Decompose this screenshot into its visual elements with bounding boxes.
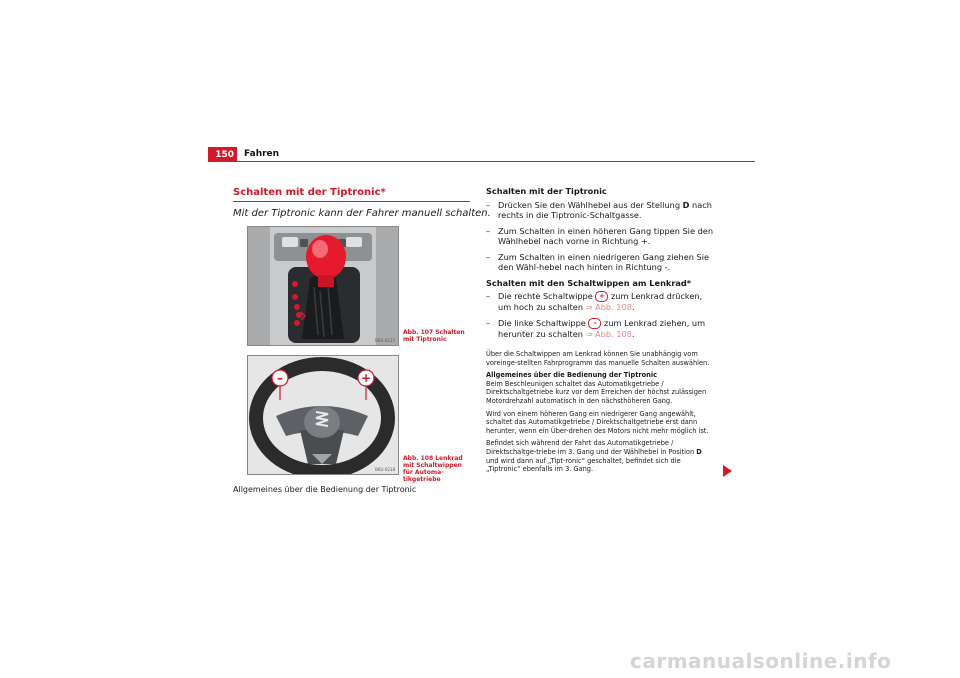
instructions-column xyxy=(486,186,716,478)
paragraph-4-position: D xyxy=(696,447,702,456)
intro-text: Mit der Tiptronic kann der Fahrer manuell schalten. xyxy=(233,208,491,219)
bottom-continuation-text: Allgemeines über die Bedienung der Tiptronic xyxy=(233,485,417,494)
step-2-text: Zum Schalten in einen höheren Gang tippen Sie den Wählhebel nach vorne in Richtung +. xyxy=(498,225,714,246)
paddle-minus-label: – xyxy=(277,371,283,385)
paragraph-2 xyxy=(486,371,716,405)
figure-code: B6U-0218 xyxy=(375,467,395,472)
step-4-text-b: zum Lenkrad drücken, um hoch zu schalten xyxy=(498,291,703,312)
step-2 xyxy=(486,226,716,247)
figure-gear-selector xyxy=(247,226,399,346)
step-1-position: D xyxy=(682,199,690,210)
paragraph-3: Wird von einem höheren Gang ein niedrigerer Gang angewählt, schaltet das Automatikgetriebe / Direktschaltgetriebe erst dann herunter, wenn ein Über-drehen des Motors nicht mehr möglich ist. xyxy=(486,409,709,435)
step-4: – Die rechte Schaltwippe + zum Lenkrad drücken, um hoch zu schalten ⇒ Abb. 108. xyxy=(486,291,703,312)
paragraph-2-text: Beim Beschleunigen schaltet das Automatikgetriebe / Direktschaltgetriebe kurz vor dem Erreichen der höchst zulässigen Motordrehzahl automatisch in den nächsthöheren Gang. xyxy=(486,379,707,405)
page-number: 150 xyxy=(208,147,237,162)
header-rule xyxy=(237,161,755,162)
step-3 xyxy=(486,252,716,273)
list-dash: – xyxy=(486,199,491,210)
step-1-text-b: nach rechts in die Tiptronic-Schaltgasse. xyxy=(498,199,712,220)
gear-selector-illustration xyxy=(248,227,398,345)
step-5: – Die linke Schaltwippe – zum Lenkrad ziehen, um herunter zu schalten ⇒ Abb. 108. xyxy=(486,317,706,339)
figure-steering-wheel xyxy=(247,355,399,475)
title-rule xyxy=(233,201,470,202)
watermark: carmanualsonline.info xyxy=(630,649,892,673)
step-1 xyxy=(486,200,716,221)
chapter-title: Fahren xyxy=(244,149,280,159)
step-3-text: Zum Schalten in einen niedrigeren Gang ziehen Sie den Wähl-hebel nach hinten in Richtung -. xyxy=(498,251,710,272)
heading-paddles: Schalten mit den Schaltwippen am Lenkrad* xyxy=(486,277,692,288)
paragraph-2-heading: Allgemeines über die Bedienung der Tiptronic xyxy=(486,371,658,380)
figure-code: B6U-0217 xyxy=(375,338,395,343)
list-dash: – xyxy=(486,291,491,301)
figure-caption-107: Abb. 107 Schalten mit Tiptronic xyxy=(403,329,465,343)
paragraph-1: Über die Schaltwippen am Lenkrad können Sie unabhängig vom voreinge-stellten Fahrprogramm das manuelle Schalten auswählen. xyxy=(486,350,710,367)
figure-caption-108: Abb. 108 Lenkrad mit Schaltwippen für Automa-tikgetriebe xyxy=(403,455,463,483)
step-5-text-b: zum Lenkrad ziehen, um herunter zu schalten xyxy=(498,317,706,339)
paragraph-4 xyxy=(486,439,716,473)
figure-reference-link[interactable]: ⇒ Abb. 108 xyxy=(585,302,632,312)
list-dash: – xyxy=(486,225,491,236)
continue-arrow-icon xyxy=(723,465,732,477)
heading-tiptronic: Schalten mit der Tiptronic xyxy=(486,186,607,196)
paddle-minus-icon: – xyxy=(588,318,601,329)
section-title: Schalten mit der Tiptronic* xyxy=(233,187,386,198)
steering-wheel-illustration xyxy=(248,356,398,474)
paddle-plus-icon: + xyxy=(595,291,608,302)
step-5-text-a: Die linke Schaltwippe xyxy=(498,317,589,328)
paragraph-4-text-b: und wird dann auf „Tipt-ronic“ geschaltet, befindet sich die „Tiptronic“ ebenfalls im 3. Gang. xyxy=(486,456,681,474)
paddle-plus-label: + xyxy=(360,371,372,385)
figure-reference-link[interactable]: ⇒ Abb. 108 xyxy=(585,328,632,339)
step-1-text-a: Drücken Sie den Wählhebel aus der Stellung xyxy=(498,199,683,210)
list-dash: – xyxy=(486,317,491,328)
list-dash: – xyxy=(486,251,491,262)
step-4-text-a: Die rechte Schaltwippe xyxy=(498,291,596,301)
paragraph-4-text-a: Befindet sich während der Fahrt das Automatikgetriebe / Direktschaltge-triebe im 3. Gang und der Wählhebel in Position xyxy=(486,439,697,456)
